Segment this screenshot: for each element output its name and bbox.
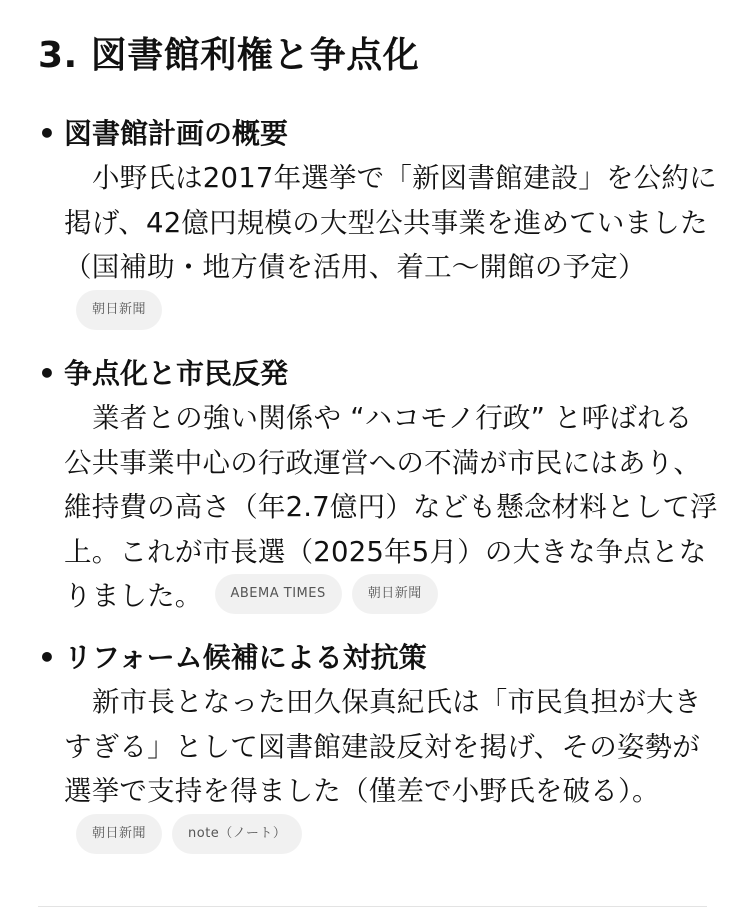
section-heading: 3. 図書館利権と争点化 [38, 35, 420, 76]
section-title [38, 636, 718, 680]
section-body-text: 小野氏は2017年選挙で「新図書館建設」を公約に掲げ、42億円規模の大型公共事業を進めていました（国補助・地方債を活用、着工〜開館の予定） [64, 162, 717, 283]
section-controversy [38, 352, 718, 619]
source-badge[interactable]: 朝日新聞 [76, 814, 162, 854]
section-body-text: 新市長となった田久保真紀氏は「市民負担が大きすぎる」として図書館建設反対を掲げ、その姿勢が選挙で支持を得ました（僅差で小野氏を破る）。 [64, 686, 702, 807]
section-reform-candidate [38, 636, 718, 858]
section-title-text: 争点化と市民反発 [64, 357, 289, 390]
section-body-text: 業者との強い関係や “ハコモノ行政” と呼ばれる公共事業中心の行政運営への不満が市民にはあり、維持費の高さ（年2.7億円）なども懸念材料として浮上。これが市長選（2025年5月）の大きな争点となりました。 [64, 402, 718, 612]
source-badge[interactable]: note（ノート） [172, 814, 302, 854]
bullet-icon: • [38, 117, 56, 150]
bullet-icon: • [38, 641, 56, 674]
section-title [38, 352, 718, 396]
section-title-text: リフォーム候補による対抗策 [64, 641, 427, 674]
source-badge[interactable]: ABEMA TIMES [215, 574, 342, 614]
divider [38, 906, 707, 907]
section-title [38, 112, 718, 156]
section-title-text: 図書館計画の概要 [64, 117, 289, 150]
section-body [38, 680, 718, 858]
section-body [38, 156, 718, 334]
source-badge[interactable]: 朝日新聞 [352, 574, 438, 614]
source-badge[interactable]: 朝日新聞 [76, 290, 162, 330]
section-library-plan [38, 112, 718, 334]
bullet-icon: • [38, 357, 56, 390]
section-body [38, 396, 718, 619]
